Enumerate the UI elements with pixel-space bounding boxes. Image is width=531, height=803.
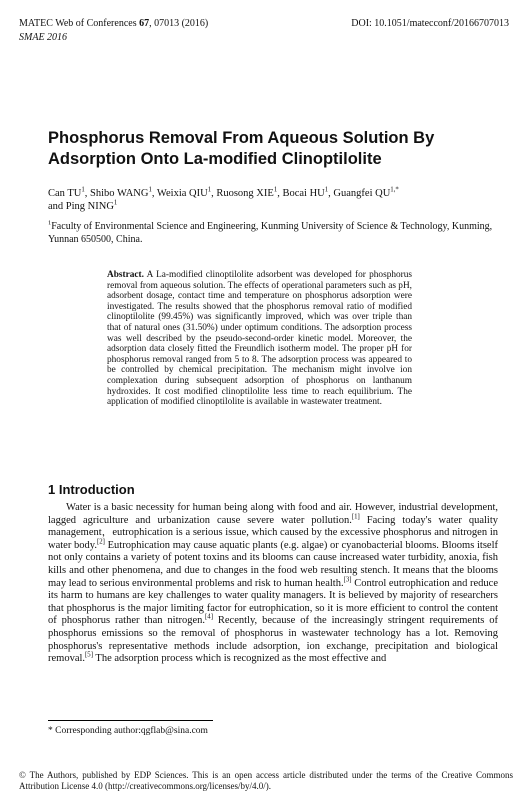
intro-text: Water is a basic necessity for human being along with food and air. However, industrial development, lagged agriculture and urbanization cause severe water pollution. — [48, 502, 498, 526]
citation: [3] — [343, 576, 352, 584]
author: Bocai HU — [282, 188, 325, 199]
corresponding-author-footnote: * Corresponding author:qgflab@sina.com — [48, 726, 208, 736]
journal-volume: 67 — [139, 18, 150, 29]
affiliation — [48, 221, 498, 246]
author-sup: 1 — [273, 186, 278, 194]
author-sup: 1 — [148, 186, 152, 194]
intro-text: Recently, because of the increasingly stringent requirements of phosphorus emissions so the removal of phosphorus in wastewater technology has a lot. Removing phosphorus's representative methods include adsorption, ion exchange, precipitation and biological removal. — [48, 615, 498, 665]
author: Shibo WANG — [90, 188, 149, 199]
author-sup: 1 — [207, 186, 212, 194]
author: and Ping NING — [48, 201, 114, 212]
author-sup: 1,* — [390, 186, 399, 194]
author-sup: 1 — [81, 186, 85, 194]
introduction-body — [48, 502, 498, 666]
affiliation-sup: 1 — [48, 219, 52, 227]
abstract-label: Abstract. — [107, 270, 144, 280]
citation: [1] — [351, 513, 360, 521]
author: Guangfei QU — [333, 188, 391, 199]
author: Can TU — [48, 188, 82, 199]
abstract — [107, 270, 412, 408]
intro-text: Facing today's water quality management，eutrophication is a serious issue, which caused by the excessive phosphorus and nitrogen in water body. — [48, 514, 498, 551]
section-heading: 1 Introduction — [48, 482, 135, 497]
footnote-divider — [48, 720, 213, 721]
doi: DOI: 10.1051/matecconf/20166707013 — [351, 18, 509, 29]
introduction-paragraph — [48, 502, 498, 666]
conference-name: SMAE 2016 — [19, 32, 68, 43]
article-number: , 07013 (2016) — [149, 18, 209, 29]
author: Ruosong XIE — [216, 188, 274, 199]
author-list: Can $TU^1$, Shibo WANG$^1$, Weixia QIU$^1$, Ruosong XIE$^1$, Bocai $HU^1$, Guangfei $QU^{1,*}$ and Ping NING$^1$ — [48, 186, 399, 212]
license-notice: © The Authors, published by EDP Sciences. This is an open access article distributed under the terms of the Creative Commons Attribution License 4.0 (http://creativecommons.org/licenses/by/4.0/). — [19, 770, 513, 791]
paper-title: Phosphorus Removal From Aqueous Solution By Adsorption Onto La-modified Clinoptilolite — [48, 129, 435, 168]
author: Weixia QIU — [156, 188, 208, 199]
abstract-text: A La-modified clinoptilolite adsorbent was developed for phosphorus removal from aqueous solution. The effects of operational parameters such as pH, adsorbent dosage, contact time and temperature on phosphorus adsorption were investigated. The results showed that the phosphorus removal ratio of modified clinoptilolite (99.45%) was significantly improved, which was over triple than that of natural ones (31.50%) under optimum conditions. The adsorption process was well described by the pseudo-second-order kinetic model. Moreover, the adsorption data closely fitted the Freundlich isotherm model. The proper pH for phosphorus removal ranged from 5 to 8. The adsorption process was appeared to be controlled by chemical precipitation. The mechanism might involve ion complexation during subsequent adsorption of phosphorus on lanthanum hydroxides. It cost modified clinoptilolite less time to reach equilibrium. The application of modified clinoptilolite is available in wastewater treatment. — [107, 270, 413, 408]
intro-text: The adsorption process which is recognized as the most effective and — [92, 653, 387, 665]
author-sup: 1 — [113, 199, 118, 207]
citation: [2] — [96, 538, 105, 546]
journal-name: MATEC Web of Conferences — [19, 18, 137, 29]
citation: [5] — [85, 651, 93, 659]
author-sup: 1 — [324, 186, 329, 194]
intro-text: Eutrophication may cause aquatic plants (e.g. algae) or cyanobacterial blooms. Blooms itself not only contains a variety of potent toxins and its blooms can cause increased water turbidity, anoxia, fish kills and other phenomena, and due to changes in the food web resulting stench. It means that the blooms may lead to serious environmental problems and risk to human health. — [48, 539, 498, 589]
intro-text: Control eutrophication and reduce its harm to humans are key challenges to water quality managers. It is believed by majority of researchers that phosphorus is the major limiting factor for eutrophication, so it is more efficient to control the content of phosphorus rather than nitrogen. — [48, 577, 498, 627]
citation: [4] — [205, 613, 213, 621]
journal-header — [19, 18, 208, 30]
affiliation-text: Faculty of Environmental Science and Engineering, Kunming University of Science & Technology, Kunming, Yunnan 650500, China. — [48, 221, 493, 245]
